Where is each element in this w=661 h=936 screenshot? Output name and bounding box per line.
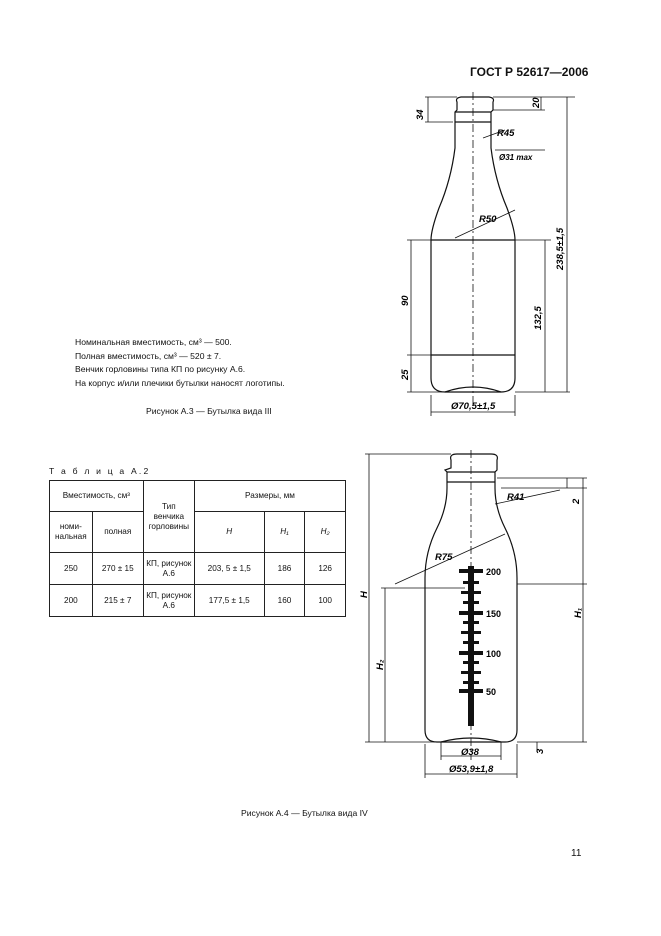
dim-neck-height: 34 [415, 109, 426, 120]
note-finish: Венчик горловины типа КП по рисунку А.6. [75, 364, 246, 374]
dim-bottom-diameter: Ø38 [461, 747, 479, 758]
cell-full: 215 ± 7 [92, 585, 143, 617]
dim-shoulder-radius: R75 [435, 552, 453, 563]
dim-body-diameter: Ø70,5±1,5 [451, 401, 496, 412]
dim-body-diameter: Ø53,9±1,8 [449, 764, 494, 775]
th-finish-type: Тип венчика горловины [143, 481, 194, 553]
dim-shoulder-radius: R50 [479, 214, 497, 225]
th-h2: H₂ [305, 512, 346, 553]
dim-lip-height: 2 [571, 498, 582, 504]
note-nominal: Номинальная вместимость, см³ — 500. [75, 337, 232, 347]
dim-neck-radius: R45 [497, 128, 515, 139]
cell-h: 203, 5 ± 1,5 [194, 553, 264, 585]
cell-type: КП, рисунок А.6 [143, 553, 194, 585]
figure-a3-caption: Рисунок А.3 — Бутылка вида III [146, 406, 272, 416]
cell-h1: 160 [264, 585, 305, 617]
table-a2 [49, 480, 346, 617]
dim-h2: H₂ [375, 659, 386, 670]
scale-label-50: 50 [486, 687, 497, 697]
cell-full: 270 ± 15 [92, 553, 143, 585]
dim-bottom-height: 3 [535, 748, 546, 754]
scale-label-100: 100 [486, 649, 502, 659]
dim-neck-diameter: Ø31 max [499, 153, 533, 162]
table-row [50, 553, 346, 585]
cell-h2: 100 [305, 585, 346, 617]
cell-h: 177,5 ± 1,5 [194, 585, 264, 617]
standard-header: ГОСТ Р 52617—2006 [470, 65, 589, 79]
dim-total-height: 238,5±1,5 [555, 227, 566, 270]
dim-h: H [359, 591, 370, 598]
scale-label-200: 200 [486, 567, 502, 577]
th-capacity: Вместимость, см³ [50, 481, 144, 512]
bottle-iii-drawing [395, 90, 580, 420]
dim-h1: H₁ [573, 607, 584, 618]
dim-label-height: 132,5 [533, 306, 544, 330]
note-logo: На корпус и/или плечики бутылки наносят логотипы. [75, 377, 285, 388]
page-number: 11 [571, 848, 582, 859]
dim-bottom-height: 25 [400, 369, 411, 380]
cell-nominal: 250 [50, 553, 93, 585]
dim-body-height: 90 [400, 295, 411, 306]
note-full: Полная вместимость, см³ — 520 ± 7. [75, 350, 222, 361]
cell-type: КП, рисунок А.6 [143, 585, 194, 617]
figure-notes [75, 336, 285, 390]
th-sizes: Размеры, мм [194, 481, 345, 512]
th-full: полная [92, 512, 143, 553]
cell-h1: 186 [264, 553, 305, 585]
bottle-iv-drawing [355, 448, 590, 788]
figure-a4-caption: Рисунок А.4 — Бутылка вида IV [241, 808, 368, 818]
th-nominal: номи-нальная [50, 512, 93, 553]
dim-lip-height: 20 [531, 97, 542, 108]
table-row [50, 585, 346, 617]
table-title: Т а б л и ц а А.2 [49, 466, 151, 476]
dim-neck-radius: R41 [507, 492, 525, 503]
cell-h2: 126 [305, 553, 346, 585]
cell-nominal: 200 [50, 585, 93, 617]
th-h: H [194, 512, 264, 553]
th-h1: H₁ [264, 512, 305, 553]
scale-label-150: 150 [486, 609, 502, 619]
